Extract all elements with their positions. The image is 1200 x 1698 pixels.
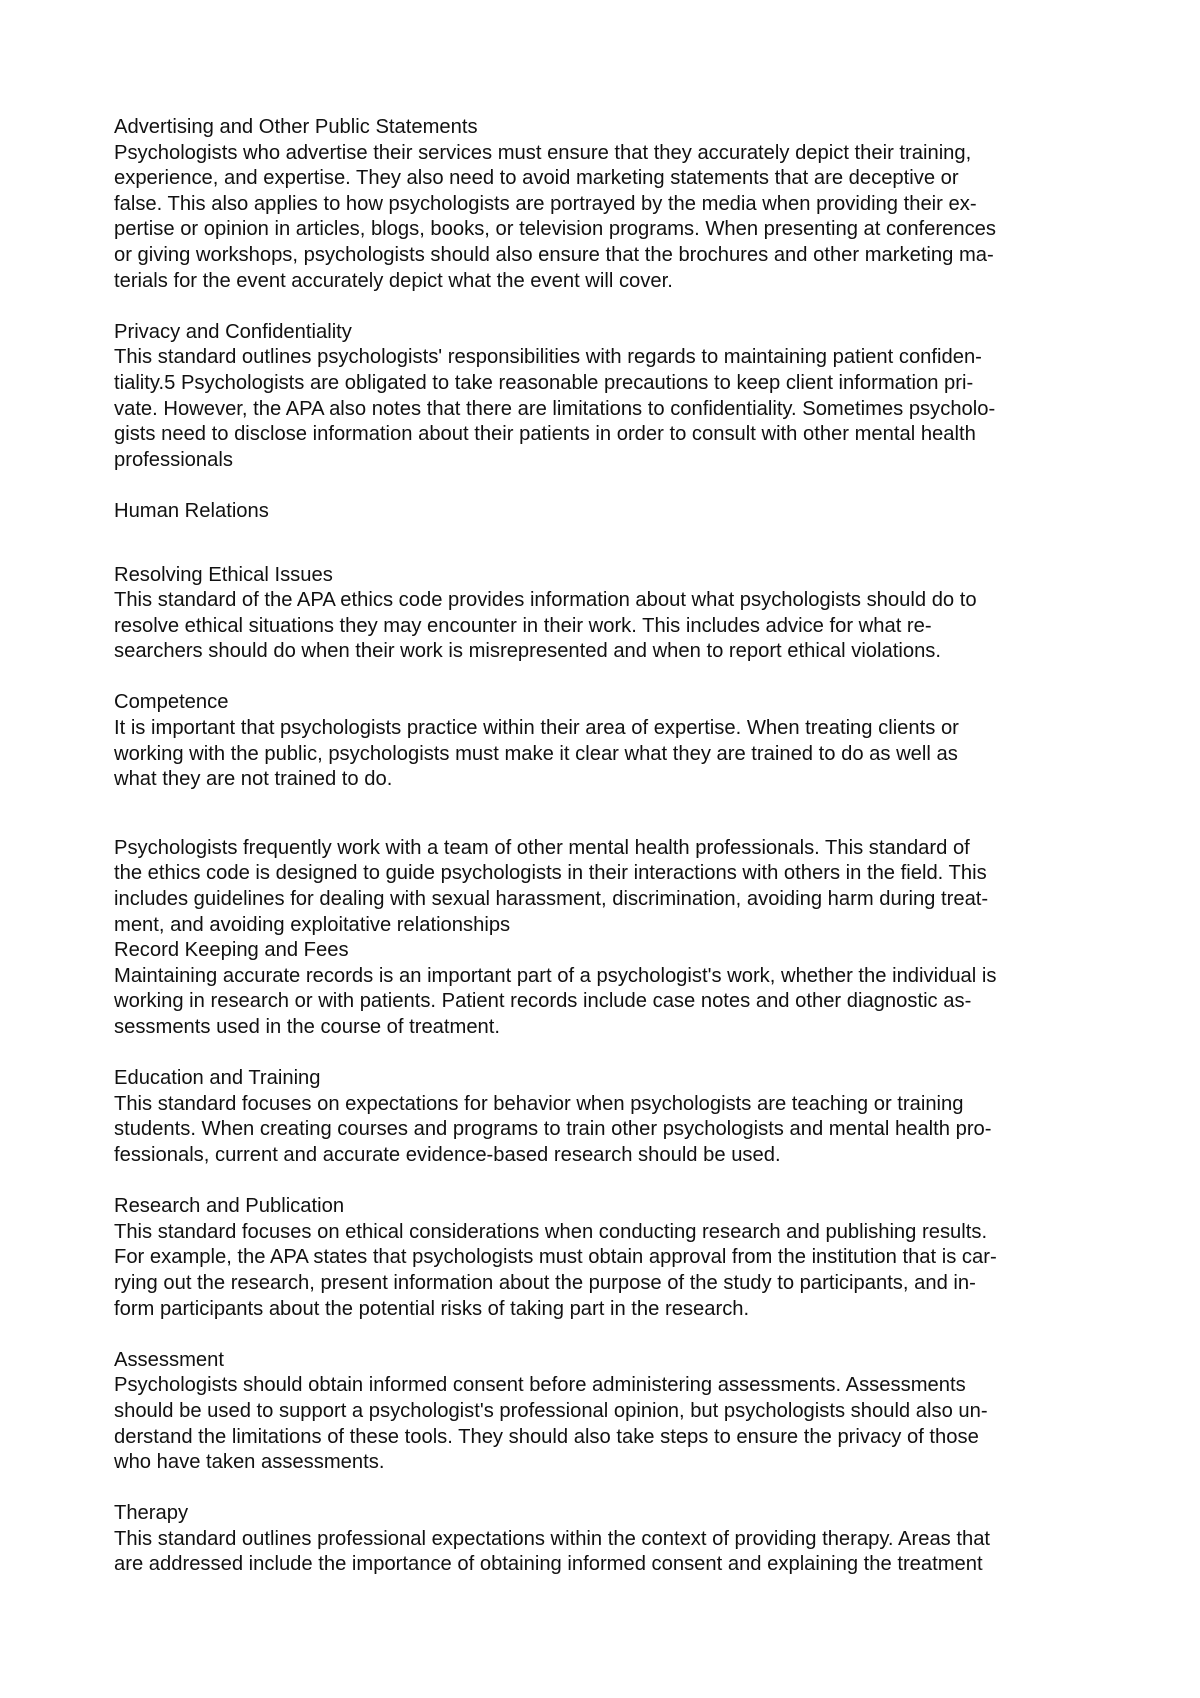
paragraph-line: derstand the limitations of these tools. They should also take steps to ensure the privacy of those	[114, 1425, 979, 1448]
paragraph-line: Psychologists should obtain informed consent before administering assessments. Assessments	[114, 1374, 966, 1397]
paragraph-line: what they are not trained to do.	[114, 768, 393, 791]
paragraph-line: ment, and avoiding exploitative relationships	[114, 913, 511, 936]
section-heading: Research and Publication	[114, 1195, 345, 1218]
paragraph-line: students. When creating courses and programs to train other psychologists and mental health pro-	[114, 1118, 992, 1141]
paragraph-line: terials for the event accurately depict what the event will cover.	[114, 269, 673, 292]
section-team-paragraph	[114, 836, 1114, 938]
paragraph-line: Psychologists who advertise their services must ensure that they accurately depict their training,	[114, 141, 972, 164]
paragraph-line: includes guidelines for dealing with sexual harassment, discrimination, avoiding harm during treat-	[114, 888, 989, 911]
section-heading: Education and Training	[114, 1067, 321, 1090]
section-human-relations	[114, 499, 1114, 525]
section-resolving-ethical-issues	[114, 563, 1114, 665]
paragraph-line: sessments used in the course of treatment.	[114, 1016, 500, 1038]
paragraph-line: the ethics code is designed to guide psychologists in their interactions with others in the field. This	[114, 862, 987, 885]
section-competence	[114, 690, 1114, 792]
paragraph-line: professionals	[114, 448, 233, 471]
paragraph-line: fessionals, current and accurate evidence-based research should be used.	[114, 1143, 781, 1166]
section-heading: Advertising and Other Public Statements	[114, 116, 478, 138]
paragraph-line: who have taken assessments.	[114, 1451, 385, 1474]
paragraph-line: form participants about the potential risks of taking part in the research.	[114, 1297, 750, 1320]
section-heading: Record Keeping and Fees	[114, 939, 349, 962]
section-heading: Resolving Ethical Issues	[114, 563, 333, 586]
section-privacy	[114, 320, 1114, 474]
document-body	[114, 115, 1114, 1578]
section-advertising	[114, 115, 1114, 294]
paragraph-line: should be used to support a psychologist's professional opinion, but psychologists should also un-	[114, 1399, 988, 1422]
section-heading: Privacy and Confidentiality	[114, 320, 352, 343]
paragraph-line: For example, the APA states that psychologists must obtain approval from the institution that is car-	[114, 1246, 997, 1269]
paragraph-line: working with the public, psychologists must make it clear what they are trained to do as well as	[114, 742, 958, 765]
paragraph-line: This standard focuses on ethical considerations when conducting research and publishing results.	[114, 1220, 988, 1243]
paragraph-line: Maintaining accurate records is an important part of a psychologist's work, whether the individual is	[114, 964, 997, 987]
paragraph-line: vate. However, the APA also notes that there are limitations to confidentiality. Sometimes psycholo-	[114, 397, 996, 420]
paragraph-line: This standard focuses on expectations for behavior when psychologists are teaching or training	[114, 1092, 964, 1115]
paragraph-line: This standard outlines psychologists' responsibilities with regards to maintaining patient confiden-	[114, 346, 982, 369]
section-research	[114, 1194, 1114, 1322]
paragraph-line: rying out the research, present information about the purpose of the study to participants, and in-	[114, 1271, 976, 1294]
paragraph-line: are addressed include the importance of obtaining informed consent and explaining the treatment	[114, 1553, 983, 1576]
section-heading: Human Relations	[114, 499, 269, 522]
section-therapy	[114, 1501, 1114, 1578]
paragraph-line: searchers should do when their work is misrepresented and when to report ethical violations.	[114, 640, 941, 663]
paragraph-line: or giving workshops, psychologists should also ensure that the brochures and other marketing ma-	[114, 243, 994, 266]
section-education	[114, 1066, 1114, 1168]
paragraph-line: pertise or opinion in articles, blogs, books, or television programs. When presenting at conferences	[114, 218, 996, 241]
paragraph-line: working in research or with patients. Patient records include case notes and other diagnostic as-	[114, 990, 972, 1013]
section-heading: Competence	[114, 691, 229, 714]
paragraph-line: It is important that psychologists practice within their area of expertise. When treating clients or	[114, 717, 959, 740]
section-heading: Therapy	[114, 1502, 189, 1525]
paragraph-line: This standard of the APA ethics code provides information about what psychologists should do to	[114, 589, 977, 612]
paragraph-line: This standard outlines professional expectations within the context of providing therapy. Areas that	[114, 1527, 991, 1550]
paragraph-line: tiality.5 Psychologists are obligated to take reasonable precautions to keep client information pri-	[114, 371, 974, 394]
paragraph-line: Psychologists frequently work with a team of other mental health professionals. This standard of	[114, 836, 970, 859]
section-record-keeping	[114, 938, 1114, 1040]
section-heading: Assessment	[114, 1348, 224, 1371]
paragraph-line: resolve ethical situations they may encounter in their work. This includes advice for what re-	[114, 614, 932, 637]
paragraph-line: false. This also applies to how psychologists are portrayed by the media when providing their ex-	[114, 192, 977, 215]
paragraph-line: experience, and expertise. They also need to avoid marketing statements that are deceptive or	[114, 167, 959, 190]
paragraph-line: gists need to disclose information about their patients in order to consult with other mental health	[114, 423, 976, 446]
section-assessment	[114, 1348, 1114, 1476]
